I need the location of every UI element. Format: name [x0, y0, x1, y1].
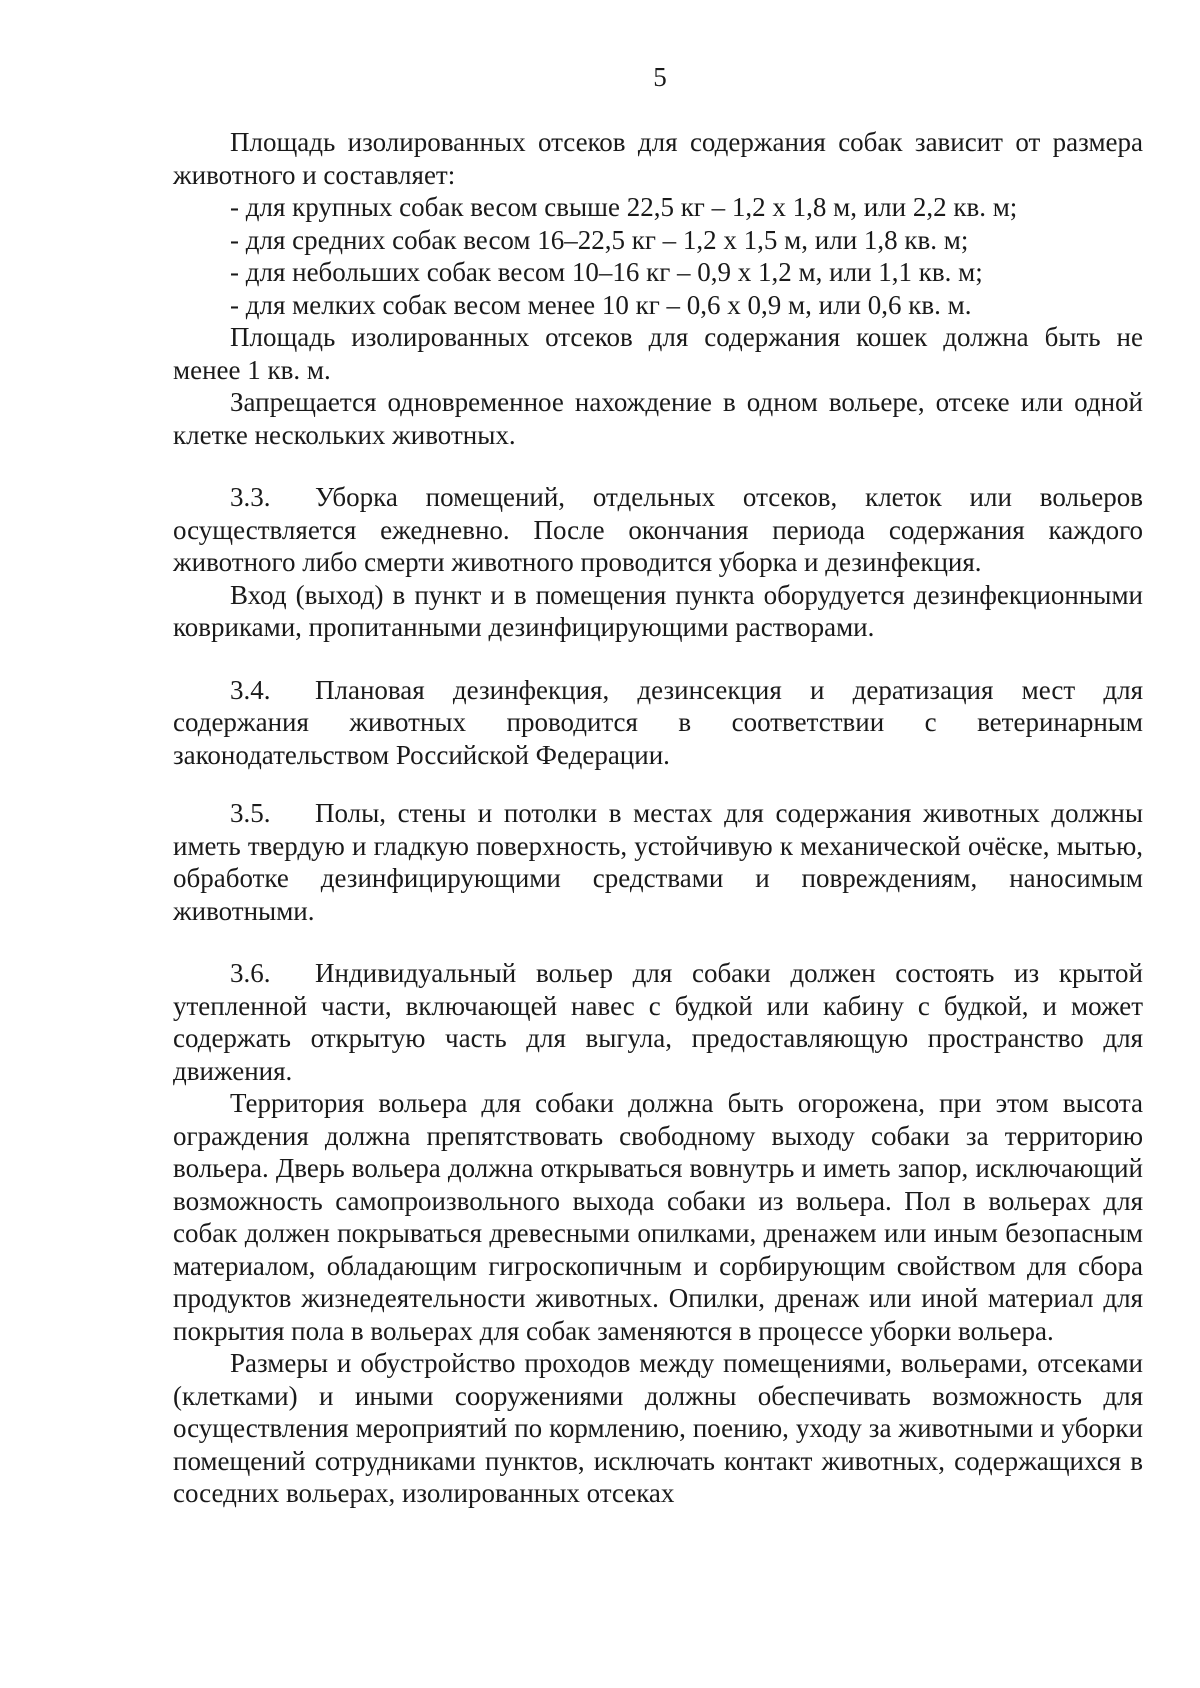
- paragraph-prohibition: Запрещается одновременное нахождение в одном вольере, отсеке или одной клетке нескольких животных.: [173, 387, 1143, 450]
- section-text: Полы, стены и потолки в местах для содержания животных должны иметь твердую и гладкую поверхность, устойчивую к механической очёске, мытью, обработке дезинфицирующими средствами и повреждениям, наносимым животными.: [173, 798, 1143, 926]
- section-text: Индивидуальный вольер для собаки должен состоять из крытой утепленной части, включающей навес с будкой или кабину с будкой, и может содержать открытую часть для выгула, предоставляющую пространство для движения.: [173, 958, 1143, 1086]
- section-number: 3.5.: [230, 798, 271, 828]
- section-number: 3.6.: [230, 958, 271, 988]
- list-item-medium-dogs: - для средних собак весом 16–22,5 кг – 1,2 х 1,5 м, или 1,8 кв. м;: [230, 224, 969, 255]
- section-3-6: [173, 957, 1143, 1087]
- section-text: Уборка помещений, отдельных отсеков, клеток или вольеров осуществляется ежедневно. После окончания периода содержания каждого животного либо смерти животного проводится уборка и дезинфекция.: [173, 482, 1143, 577]
- list-item-tiny-dogs: - для мелких собак весом менее 10 кг – 0,6 х 0,9 м, или 0,6 кв. м.: [230, 289, 972, 320]
- section-3-4: [173, 674, 1143, 772]
- section-3-5: [173, 797, 1143, 927]
- paragraph-enclosure-territory: Территория вольера для собаки должна быть огорожена, при этом высота ограждения должна препятствовать свободному выходу собаки за территорию вольера. Дверь вольера должна открываться вовнутрь и иметь запор, исключающий возможность самопроизвольного выхода собаки из вольера. Пол в вольерах для собак должен покрываться древесными опилками, дренажем или иным безопасным материалом, обладающим гигроскопичным и сорбирующим свойством для сбора продуктов жизнедеятельности животных. Опилки, дренаж или иной материал для покрытия пола в вольерах для собак заменяются в процессе уборки вольера.: [173, 1088, 1143, 1346]
- list-item-small-dogs: - для небольших собак весом 10–16 кг – 0,9 х 1,2 м, или 1,1 кв. м;: [230, 257, 983, 287]
- section-3-3: [173, 481, 1143, 579]
- paragraph-entrance: Вход (выход) в пункт и в помещения пункта оборудуется дезинфекционными ковриками, пропитанными дезинфицирующими растворами.: [173, 579, 1143, 642]
- paragraph-passages: Размеры и обустройство проходов между помещениями, вольерами, отсеками (клетками) и иными сооружениями должны обеспечивать возможность для осуществления мероприятий по кормлению, поению, уходу за животными и уборки помещений сотрудниками пунктов, исключать контакт животных, содержащихся в соседних вольерах, изолированных отсеках: [173, 1348, 1143, 1508]
- page-number: 5: [653, 62, 667, 92]
- section-text: Плановая дезинфекция, дезинсекция и дератизация мест для содержания животных проводится в соответствии с ветеринарным законодательством Российской Федерации.: [173, 674, 1143, 770]
- section-number: 3.4.: [230, 674, 271, 705]
- list-item-large-dogs: - для крупных собак весом свыше 22,5 кг – 1,2 х 1,8 м, или 2,2 кв. м;: [230, 192, 1018, 222]
- paragraph-dog-area: Площадь изолированных отсеков для содержания собак зависит от размера животного и составляет:: [173, 127, 1143, 190]
- paragraph-cat-area: Площадь изолированных отсеков для содержания кошек должна быть не менее 1 кв. м.: [173, 322, 1143, 385]
- section-number: 3.3.: [230, 482, 271, 512]
- document-body: [173, 126, 1143, 1510]
